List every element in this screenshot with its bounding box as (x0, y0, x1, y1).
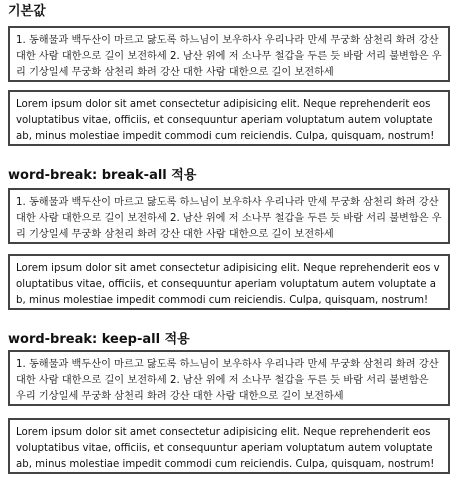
korean-text-box-break-all (8, 188, 450, 244)
latin-text-box-break-all (8, 254, 450, 310)
section-title-default: 기본값 (8, 4, 46, 19)
section-title-break-all: word-break: break-all 적용 (8, 168, 197, 183)
korean-text-break-all: 1. 동해물과 백두산이 마르고 닳도록 하느님이 보우하사 우리나라 만세 무궁화 삼천리 화려 강산 대한 사람 대한으로 길이 보전하세 2. 남산 위에 저 소나무 철갑을 두른 듯 바람 서리 불변함은 우리 기상일세 무궁화 삼천리 화려 강산 대한 사람 대한으로 길이 보전하세 (16, 197, 442, 240)
korean-text-box-keep-all (8, 350, 450, 406)
latin-text-box-default (8, 90, 450, 146)
korean-text-default: 1. 동해물과 백두산이 마르고 닳도록 하느님이 보우하사 우리나라 만세 무궁화 삼천리 화려 강산 대한 사람 대한으로 길이 보전하세 2. 남산 위에 저 소나무 철갑을 두른 듯 바람 서리 불변함은 우리 기상일세 무궁화 삼천리 화려 강산 대한 사람 대한으로 길이 보전하세 (16, 35, 442, 78)
korean-text-keep-all: 1. 동해물과 백두산이 마르고 닳도록 하느님이 보우하사 우리나라 만세 무궁화 삼천리 화려 강산 대한 사람 대한으로 길이 보전하세 2. 남산 위에 저 소나무 철갑을 두른 듯 바람 서리 불변함은 우리 기상일세 무궁화 삼천리 화려 강산 대한 사람 대한으로 길이 보전하세 (16, 359, 439, 402)
korean-text-box-default (8, 26, 450, 82)
latin-text-keep-all: Lorem ipsum dolor sit amet consectetur adipisicing elit. Neque reprehenderit eos voluptatibus vitae, officiis, et consequuntur aperiam voluptatum autem voluptate ab, minus molestiae impedit commodi cum reiciendis. Culpa, quisquam, nostrum! (16, 427, 435, 470)
latin-text-box-keep-all (8, 418, 450, 474)
latin-text-default: Lorem ipsum dolor sit amet consectetur adipisicing elit. Neque reprehenderit eos voluptatibus vitae, officiis, et consequuntur aperiam voluptatum autem voluptate ab, minus molestiae impedit commodi cum reiciendis. Culpa, quisquam, nostrum! (16, 99, 435, 142)
latin-text-break-all: Lorem ipsum dolor sit amet consectetur adipisicing elit. Neque reprehenderit eos voluptatibus vitae, officiis, et consequuntur aperiam voluptatum autem voluptate ab, minus molestiae impedit commodi cum reiciendis. Culpa, quisquam, nostrum! (16, 263, 440, 306)
section-title-keep-all: word-break: keep-all 적용 (8, 332, 190, 347)
